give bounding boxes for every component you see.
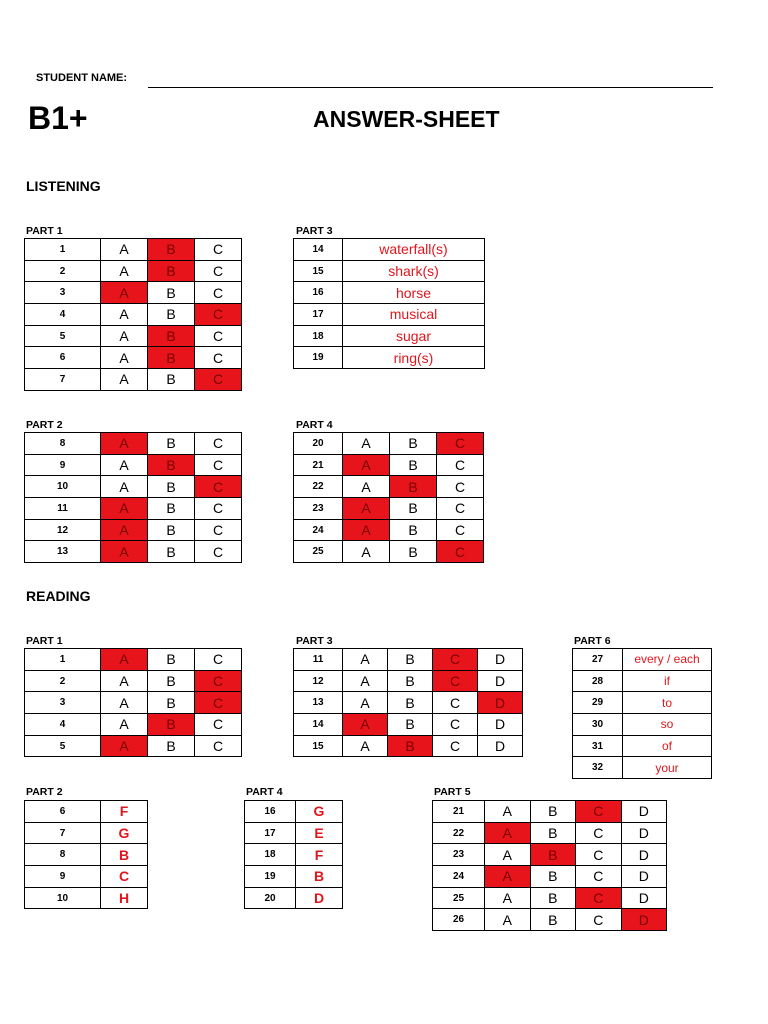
- option-cell[interactable]: D: [621, 887, 667, 909]
- selected-option-cell[interactable]: D: [621, 909, 667, 931]
- answer-row: [294, 304, 485, 326]
- option-cell[interactable]: C: [195, 282, 242, 304]
- selected-option-cell[interactable]: B: [148, 714, 195, 736]
- reading-part5-label: PART 5: [434, 786, 471, 798]
- answer-row: [245, 801, 343, 823]
- question-number: 20: [294, 433, 343, 455]
- option-cell[interactable]: A: [101, 670, 148, 692]
- option-cell[interactable]: A: [485, 909, 531, 931]
- question-number: 24: [433, 866, 485, 888]
- selected-option-cell[interactable]: A: [101, 649, 148, 671]
- answer-row: [25, 325, 242, 347]
- reading-part1-table: [24, 648, 242, 757]
- selected-option-cell[interactable]: C: [195, 304, 242, 326]
- answer-row: [25, 519, 242, 541]
- option-cell[interactable]: B: [148, 433, 195, 455]
- selected-option-cell[interactable]: C: [433, 649, 478, 671]
- option-cell[interactable]: B: [148, 519, 195, 541]
- option-cell[interactable]: C: [195, 519, 242, 541]
- answer-row: [25, 304, 242, 326]
- question-number: 17: [294, 304, 343, 326]
- option-cell[interactable]: B: [148, 649, 195, 671]
- answer-row: [25, 714, 242, 736]
- option-cell[interactable]: C: [576, 866, 622, 888]
- option-cell[interactable]: D: [478, 714, 523, 736]
- question-number: 27: [573, 649, 623, 671]
- selected-option-cell[interactable]: A: [101, 541, 148, 563]
- question-number: 16: [245, 801, 296, 823]
- answer-row: [25, 692, 242, 714]
- selected-option-cell[interactable]: B: [148, 454, 195, 476]
- option-cell[interactable]: A: [101, 239, 148, 261]
- answer-row: [433, 887, 667, 909]
- option-cell[interactable]: B: [148, 735, 195, 757]
- question-number: 13: [25, 541, 101, 563]
- selected-option-cell[interactable]: C: [433, 670, 478, 692]
- answer-row: [245, 844, 343, 866]
- option-cell[interactable]: B: [530, 822, 576, 844]
- option-cell[interactable]: A: [343, 433, 390, 455]
- answer-row: [25, 282, 242, 304]
- reading-part4-label: PART 4: [246, 786, 283, 798]
- question-number: 25: [433, 887, 485, 909]
- option-cell[interactable]: C: [195, 735, 242, 757]
- option-cell[interactable]: B: [148, 541, 195, 563]
- question-number: 9: [25, 866, 101, 888]
- question-number: 26: [433, 909, 485, 931]
- question-number: 29: [573, 692, 623, 714]
- answer-row: [573, 692, 712, 714]
- answer-row: [25, 541, 242, 563]
- question-number: 19: [294, 347, 343, 369]
- option-cell[interactable]: A: [343, 649, 388, 671]
- answer-row: [294, 541, 484, 563]
- option-cell[interactable]: A: [485, 801, 531, 823]
- option-cell[interactable]: B: [388, 692, 433, 714]
- option-cell[interactable]: A: [101, 369, 148, 391]
- answer-row: [25, 347, 242, 369]
- question-number: 23: [433, 844, 485, 866]
- option-cell[interactable]: B: [390, 519, 437, 541]
- selected-option-cell[interactable]: C: [576, 887, 622, 909]
- listening-part2-label: PART 2: [26, 419, 63, 431]
- option-cell[interactable]: C: [433, 714, 478, 736]
- question-number: 14: [294, 239, 343, 261]
- answer-row: [433, 801, 667, 823]
- listening-part4-label: PART 4: [296, 419, 333, 431]
- question-number: 31: [573, 735, 623, 757]
- listening-part3-table: [293, 238, 485, 369]
- selected-option-cell[interactable]: A: [101, 433, 148, 455]
- option-cell[interactable]: A: [101, 476, 148, 498]
- question-number: 23: [294, 498, 343, 520]
- option-cell[interactable]: C: [195, 347, 242, 369]
- option-cell[interactable]: A: [101, 454, 148, 476]
- option-cell[interactable]: C: [576, 822, 622, 844]
- selected-option-cell[interactable]: A: [343, 454, 390, 476]
- option-cell[interactable]: B: [148, 369, 195, 391]
- answer-row: [294, 476, 484, 498]
- question-number: 30: [573, 714, 623, 736]
- question-number: 6: [25, 347, 101, 369]
- selected-option-cell[interactable]: A: [343, 519, 390, 541]
- option-cell[interactable]: A: [101, 260, 148, 282]
- question-number: 5: [25, 325, 101, 347]
- reading-part1-label: PART 1: [26, 635, 63, 647]
- selected-option-cell[interactable]: B: [388, 735, 433, 757]
- reading-part5-table: [432, 800, 667, 931]
- question-number: 1: [25, 239, 101, 261]
- question-number: 18: [294, 325, 343, 347]
- answer-cell: G: [101, 822, 148, 844]
- answer-cell: ring(s): [343, 347, 485, 369]
- answer-row: [294, 239, 485, 261]
- question-number: 2: [25, 670, 101, 692]
- student-name-line: [148, 87, 713, 88]
- question-number: 22: [294, 476, 343, 498]
- answer-cell: if: [623, 670, 712, 692]
- question-number: 11: [294, 649, 343, 671]
- answer-row: [294, 519, 484, 541]
- answer-cell: C: [101, 866, 148, 888]
- option-cell[interactable]: A: [343, 476, 390, 498]
- question-number: 19: [245, 866, 296, 888]
- selected-option-cell[interactable]: A: [101, 498, 148, 520]
- question-number: 8: [25, 844, 101, 866]
- answer-cell: E: [296, 822, 343, 844]
- option-cell[interactable]: A: [485, 887, 531, 909]
- option-cell[interactable]: B: [390, 454, 437, 476]
- answer-row: [25, 735, 242, 757]
- answer-cell: of: [623, 735, 712, 757]
- option-cell[interactable]: C: [195, 433, 242, 455]
- question-number: 21: [433, 801, 485, 823]
- answer-row: [294, 433, 484, 455]
- option-cell[interactable]: C: [433, 692, 478, 714]
- option-cell[interactable]: C: [437, 519, 484, 541]
- option-cell[interactable]: C: [195, 239, 242, 261]
- answer-row: [25, 649, 242, 671]
- answer-row: [433, 866, 667, 888]
- selected-option-cell[interactable]: B: [530, 844, 576, 866]
- answer-row: [294, 347, 485, 369]
- answer-cell: H: [101, 887, 148, 909]
- question-number: 20: [245, 887, 296, 909]
- listening-part4-table: [293, 432, 484, 563]
- selected-option-cell[interactable]: C: [576, 801, 622, 823]
- option-cell[interactable]: C: [195, 714, 242, 736]
- option-cell[interactable]: D: [621, 801, 667, 823]
- answer-row: [25, 476, 242, 498]
- answer-row: [294, 260, 485, 282]
- option-cell[interactable]: C: [195, 454, 242, 476]
- option-cell[interactable]: C: [195, 541, 242, 563]
- answer-row: [25, 801, 148, 823]
- question-number: 12: [25, 519, 101, 541]
- question-number: 1: [25, 649, 101, 671]
- option-cell[interactable]: C: [576, 909, 622, 931]
- answer-cell: waterfall(s): [343, 239, 485, 261]
- answer-row: [245, 822, 343, 844]
- question-number: 11: [25, 498, 101, 520]
- option-cell[interactable]: C: [195, 649, 242, 671]
- answer-row: [294, 692, 523, 714]
- selected-option-cell[interactable]: A: [485, 866, 531, 888]
- option-cell[interactable]: C: [576, 844, 622, 866]
- option-cell[interactable]: B: [148, 498, 195, 520]
- question-number: 3: [25, 282, 101, 304]
- option-cell[interactable]: A: [101, 714, 148, 736]
- option-cell[interactable]: B: [148, 692, 195, 714]
- reading-part3-table: [293, 648, 523, 757]
- answer-cell: G: [296, 801, 343, 823]
- answer-row: [25, 670, 242, 692]
- option-cell[interactable]: B: [390, 433, 437, 455]
- answer-row: [25, 822, 148, 844]
- answer-cell: to: [623, 692, 712, 714]
- option-cell[interactable]: B: [148, 670, 195, 692]
- selected-option-cell[interactable]: D: [478, 692, 523, 714]
- answer-row: [294, 670, 523, 692]
- answer-cell: sugar: [343, 325, 485, 347]
- question-number: 16: [294, 282, 343, 304]
- question-number: 3: [25, 692, 101, 714]
- question-number: 7: [25, 822, 101, 844]
- listening-part3-label: PART 3: [296, 225, 333, 237]
- option-cell[interactable]: B: [390, 541, 437, 563]
- question-number: 22: [433, 822, 485, 844]
- selected-option-cell[interactable]: C: [437, 433, 484, 455]
- question-number: 9: [25, 454, 101, 476]
- level-title: B1+: [28, 100, 88, 136]
- answer-cell: B: [296, 866, 343, 888]
- selected-option-cell[interactable]: C: [195, 476, 242, 498]
- answer-cell: your: [623, 757, 712, 779]
- answer-cell: every / each: [623, 649, 712, 671]
- option-cell[interactable]: C: [195, 498, 242, 520]
- selected-option-cell[interactable]: A: [485, 822, 531, 844]
- option-cell[interactable]: B: [530, 887, 576, 909]
- answer-row: [25, 369, 242, 391]
- answer-row: [433, 844, 667, 866]
- student-name-label: STUDENT NAME:: [36, 72, 128, 84]
- question-number: 15: [294, 735, 343, 757]
- question-number: 25: [294, 541, 343, 563]
- selected-option-cell[interactable]: B: [148, 347, 195, 369]
- reading-part3-label: PART 3: [296, 635, 333, 647]
- answer-row: [294, 282, 485, 304]
- option-cell[interactable]: B: [388, 649, 433, 671]
- option-cell[interactable]: A: [343, 692, 388, 714]
- listening-part1-label: PART 1: [26, 225, 63, 237]
- question-number: 5: [25, 735, 101, 757]
- answer-cell: D: [296, 887, 343, 909]
- question-number: 15: [294, 260, 343, 282]
- reading-part2-label: PART 2: [26, 786, 63, 798]
- answer-row: [433, 822, 667, 844]
- selected-option-cell[interactable]: C: [195, 692, 242, 714]
- option-cell[interactable]: A: [101, 304, 148, 326]
- option-cell[interactable]: C: [433, 735, 478, 757]
- option-cell[interactable]: B: [148, 304, 195, 326]
- question-number: 32: [573, 757, 623, 779]
- selected-option-cell[interactable]: A: [101, 735, 148, 757]
- option-cell[interactable]: B: [388, 714, 433, 736]
- answer-cell: shark(s): [343, 260, 485, 282]
- option-cell[interactable]: D: [478, 735, 523, 757]
- question-number: 12: [294, 670, 343, 692]
- selected-option-cell[interactable]: A: [101, 519, 148, 541]
- selected-option-cell[interactable]: B: [390, 476, 437, 498]
- listening-section-title: LISTENING: [26, 178, 101, 194]
- answer-row: [294, 649, 523, 671]
- option-cell[interactable]: C: [195, 325, 242, 347]
- question-number: 6: [25, 801, 101, 823]
- option-cell[interactable]: B: [390, 498, 437, 520]
- answer-row: [573, 735, 712, 757]
- option-cell[interactable]: D: [478, 670, 523, 692]
- question-number: 4: [25, 714, 101, 736]
- reading-section-title: READING: [26, 588, 91, 604]
- answer-cell: B: [101, 844, 148, 866]
- question-number: 14: [294, 714, 343, 736]
- option-cell[interactable]: A: [101, 347, 148, 369]
- answer-row: [294, 454, 484, 476]
- selected-option-cell[interactable]: A: [101, 282, 148, 304]
- selected-option-cell[interactable]: B: [148, 260, 195, 282]
- answer-row: [294, 735, 523, 757]
- answer-row: [25, 844, 148, 866]
- reading-part6-table: [572, 648, 712, 779]
- option-cell[interactable]: D: [478, 649, 523, 671]
- option-cell[interactable]: C: [437, 454, 484, 476]
- reading-part4-table: [244, 800, 343, 909]
- answer-cell: F: [296, 844, 343, 866]
- answer-row: [245, 887, 343, 909]
- option-cell[interactable]: A: [485, 844, 531, 866]
- selected-option-cell[interactable]: B: [148, 325, 195, 347]
- answer-row: [25, 887, 148, 909]
- answer-cell: musical: [343, 304, 485, 326]
- question-number: 21: [294, 454, 343, 476]
- option-cell[interactable]: C: [195, 260, 242, 282]
- answer-row: [25, 866, 148, 888]
- answer-row: [25, 260, 242, 282]
- answer-row: [433, 909, 667, 931]
- selected-option-cell[interactable]: A: [343, 498, 390, 520]
- answer-row: [573, 714, 712, 736]
- selected-option-cell[interactable]: C: [437, 541, 484, 563]
- answer-cell: so: [623, 714, 712, 736]
- listening-part2-table: [24, 432, 242, 563]
- answer-row: [294, 714, 523, 736]
- answer-row: [245, 866, 343, 888]
- option-cell[interactable]: B: [530, 801, 576, 823]
- selected-option-cell[interactable]: B: [148, 239, 195, 261]
- answer-row: [294, 325, 485, 347]
- option-cell[interactable]: B: [530, 909, 576, 931]
- option-cell[interactable]: A: [343, 541, 390, 563]
- option-cell[interactable]: D: [621, 866, 667, 888]
- option-cell[interactable]: A: [101, 325, 148, 347]
- answer-row: [573, 757, 712, 779]
- option-cell[interactable]: C: [437, 476, 484, 498]
- option-cell[interactable]: B: [530, 866, 576, 888]
- answer-row: [25, 239, 242, 261]
- selected-option-cell[interactable]: C: [195, 670, 242, 692]
- question-number: 4: [25, 304, 101, 326]
- question-number: 18: [245, 844, 296, 866]
- reading-part2-table: [24, 800, 148, 909]
- question-number: 17: [245, 822, 296, 844]
- listening-part1-table: [24, 238, 242, 391]
- answer-cell: F: [101, 801, 148, 823]
- question-number: 2: [25, 260, 101, 282]
- question-number: 28: [573, 670, 623, 692]
- option-cell[interactable]: A: [343, 670, 388, 692]
- answer-row: [25, 433, 242, 455]
- question-number: 7: [25, 369, 101, 391]
- question-number: 10: [25, 887, 101, 909]
- selected-option-cell[interactable]: A: [343, 714, 388, 736]
- option-cell[interactable]: D: [621, 822, 667, 844]
- option-cell[interactable]: B: [148, 282, 195, 304]
- selected-option-cell[interactable]: C: [195, 369, 242, 391]
- option-cell[interactable]: A: [343, 735, 388, 757]
- question-number: 24: [294, 519, 343, 541]
- reading-part6-label: PART 6: [574, 635, 611, 647]
- option-cell[interactable]: C: [437, 498, 484, 520]
- option-cell[interactable]: D: [621, 844, 667, 866]
- option-cell[interactable]: B: [388, 670, 433, 692]
- question-number: 13: [294, 692, 343, 714]
- question-number: 8: [25, 433, 101, 455]
- answer-row: [573, 670, 712, 692]
- answer-row: [25, 498, 242, 520]
- answer-row: [573, 649, 712, 671]
- question-number: 10: [25, 476, 101, 498]
- answer-row: [25, 454, 242, 476]
- option-cell[interactable]: B: [148, 476, 195, 498]
- answer-row: [294, 498, 484, 520]
- option-cell[interactable]: A: [101, 692, 148, 714]
- page-title: ANSWER-SHEET: [313, 106, 500, 132]
- answer-cell: horse: [343, 282, 485, 304]
